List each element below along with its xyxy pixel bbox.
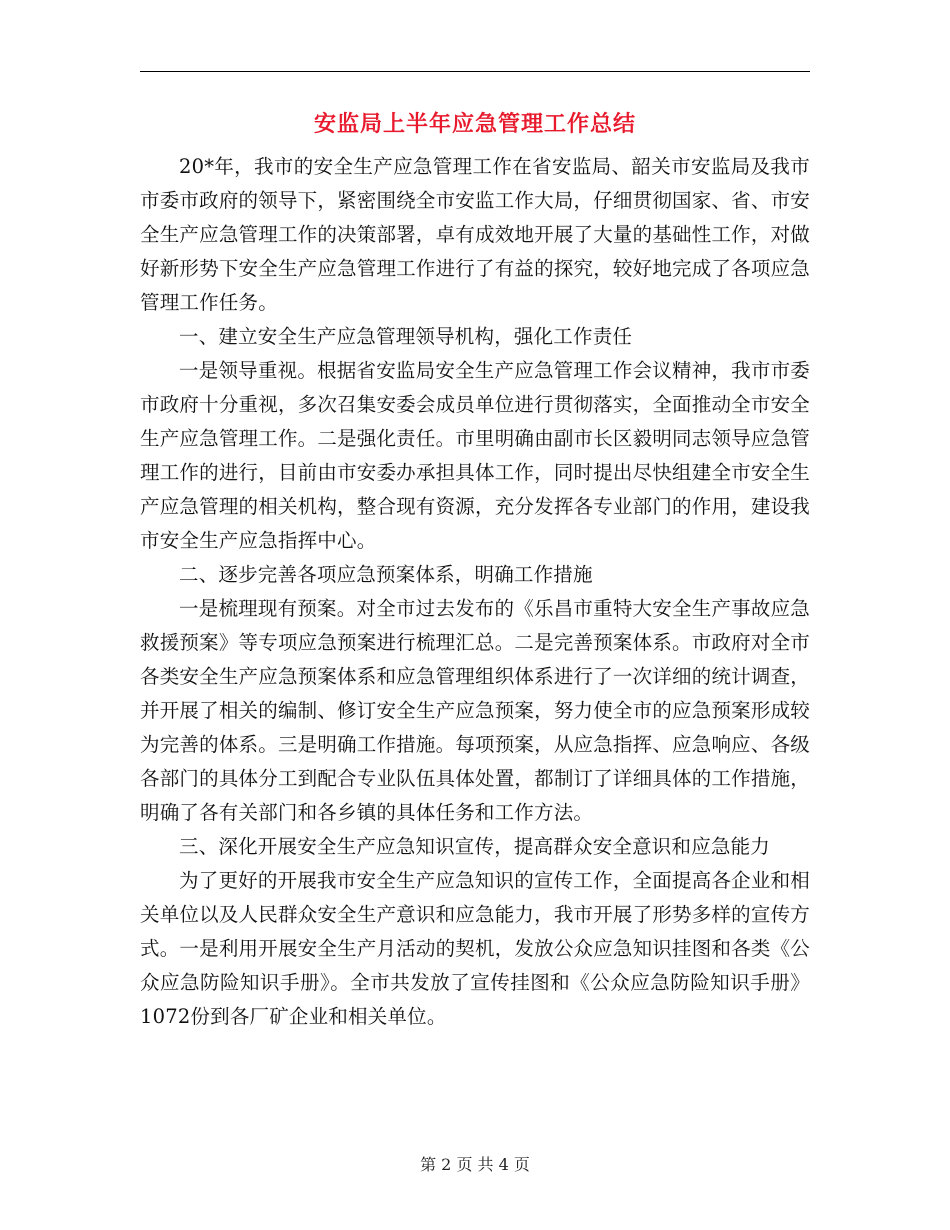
section-heading-3: 三、深化开展安全生产应急知识宣传，提高群众安全意识和应急能力 [179,835,771,858]
document-body [140,150,810,1034]
document-title: 安监局上半年应急管理工作总结 [313,112,636,137]
section-heading-2: 二、逐步完善各项应急预案体系，明确工作措施 [179,563,593,586]
intro-paragraph: 20*年，我市的安全生产应急管理工作在省安监局、韶关市安监局及我市市委市政府的领导下，紧密围绕全市安监工作大局，仔细贯彻国家、省、市安全生产应急管理工作的决策部署，卓有成效地开展了大量的基础性工作，对做好新形势下安全生产应急管理工作进行了有益的探究，较好地完成了各项应急管理工作任务。 [140,155,810,314]
header-rule [140,71,810,72]
section-3-paragraph: 为了更好的开展我市安全生产应急知识的宣传工作，全面提高各企业和相关单位以及人民群众安全生产意识和应急能力，我市开展了形势多样的宣传方式。一是利用开展安全生产月活动的契机，发放公众应急知识挂图和各类《公众应急防险知识手册》。全市共发放了宣传挂图和《公众应急防险知识手册》1072份到各厂矿企业和相关单位。 [140,869,810,1028]
section-heading-1: 一、建立安全生产应急管理领导机构，强化工作责任 [179,325,633,348]
section-2-paragraph: 一是梳理现有预案。对全市过去发布的《乐昌市重特大安全生产事故应急救援预案》等专项应急预案进行梳理汇总。二是完善预案体系。市政府对全市各类安全生产应急预案体系和应急管理组织体系进行了一次详细的统计调查，并开展了相关的编制、修订安全生产应急预案，努力使全市的应急预案形成较为完善的体系。三是明确工作措施。每项预案，从应急指挥、应急响应、各级各部门的具体分工到配合专业队伍具体处置，都制订了详细具体的工作措施，明确了各有关部门和各乡镇的具体任务和工作方法。 [140,597,810,824]
page-number: 第 2 页 共 4 页 [420,1155,530,1174]
section-1-paragraph: 一是领导重视。根据省安监局安全生产应急管理工作会议精神，我市市委市政府十分重视，多次召集安委会成员单位进行贯彻落实，全面推动全市安全生产应急管理工作。二是强化责任。市里明确由副市长区毅明同志领导应急管理工作的进行，目前由市安委办承担具体工作，同时提出尽快组建全市安全生产应急管理的相关机构，整合现有资源，充分发挥各专业部门的作用，建设我市安全生产应急指挥中心。 [140,359,810,552]
